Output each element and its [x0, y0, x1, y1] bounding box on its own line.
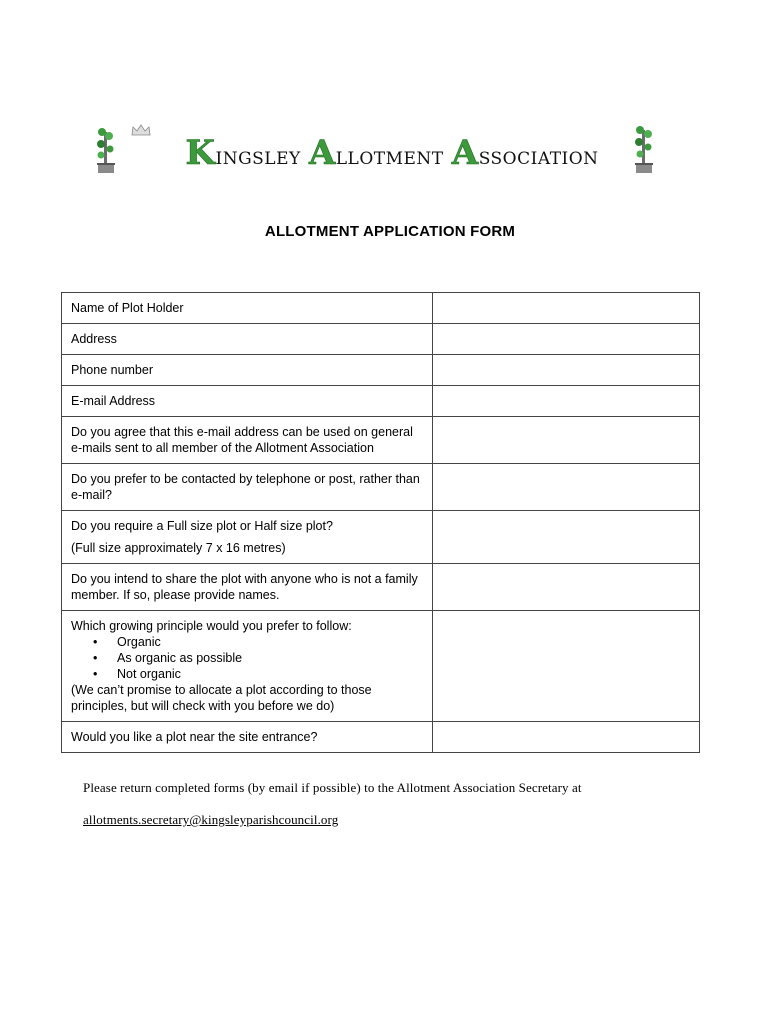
answer-field-near-entrance[interactable]: [433, 722, 700, 753]
organisation-name: [151, 133, 633, 174]
answer-field-address[interactable]: [433, 324, 700, 355]
question-note: (We can’t promise to allocate a plot according to those principles, but will check with you before we do): [71, 683, 372, 713]
table-row: [62, 464, 700, 511]
question-cell: [62, 417, 433, 464]
question-text: Do you agree that this e-mail address can be used on general e-mails sent to all member of the Allotment Association: [71, 425, 413, 455]
answer-field-contact-preference[interactable]: [433, 464, 700, 511]
question-text: Do you require a Full size plot or Half size plot?: [71, 519, 333, 533]
table-row: [62, 722, 700, 753]
org-name-word-3: Association: [451, 133, 599, 173]
table-row: [62, 511, 700, 564]
letterhead: [95, 118, 655, 174]
letterhead-left-decoration: [95, 122, 151, 174]
question-cell: [62, 722, 433, 753]
form-title: ALLOTMENT APPLICATION FORM: [264, 223, 516, 240]
answer-field-email[interactable]: [433, 386, 700, 417]
secretary-email-link[interactable]: allotments.secretary@kingsleyparishcouncil.org: [83, 812, 339, 827]
return-instructions: Please return completed forms (by email if possible) to the Allotment Association Secretary at: [83, 780, 582, 795]
list-item: • As organic as possible: [117, 650, 424, 666]
table-row: [62, 324, 700, 355]
plant-pot-icon: [95, 124, 117, 174]
answer-field-phone[interactable]: [433, 355, 700, 386]
org-name-word-1: Kingsley: [185, 133, 301, 173]
question-cell: [62, 293, 433, 324]
question-cell: [62, 355, 433, 386]
question-note: (Full size approximately 7 x 16 metres): [71, 541, 286, 555]
question-text: E-mail Address: [71, 394, 156, 408]
org-name-word-2: Allotment: [308, 133, 444, 173]
answer-field-share-plot[interactable]: [433, 564, 700, 611]
table-row: [62, 293, 700, 324]
question-text: Would you like a plot near the site entrance?: [71, 730, 318, 744]
answer-field-plot-size[interactable]: [433, 511, 700, 564]
answer-field-growing-principle[interactable]: [433, 611, 700, 722]
question-cell: [62, 511, 433, 564]
application-form-table: [61, 292, 700, 753]
question-cell: [62, 324, 433, 355]
question-cell: [62, 386, 433, 417]
question-text: Do you intend to share the plot with anyone who is not a family member. If so, please provide names.: [71, 572, 418, 602]
list-item: • Not organic: [117, 666, 424, 682]
question-cell: [62, 564, 433, 611]
table-row: [62, 564, 700, 611]
answer-field-plot-holder-name[interactable]: [433, 293, 700, 324]
question-cell: [62, 611, 433, 722]
table-row: [62, 417, 700, 464]
footer: [83, 780, 723, 828]
question-text: Which growing principle would you prefer to follow:: [71, 619, 352, 633]
question-text: Phone number: [71, 363, 154, 377]
plant-pot-icon: [633, 124, 655, 174]
question-cell: [62, 464, 433, 511]
list-item: • Organic: [117, 634, 424, 650]
table-row: [62, 355, 700, 386]
question-text: Name of Plot Holder: [71, 301, 184, 315]
table-row: [62, 386, 700, 417]
crown-icon: [131, 124, 151, 136]
question-text: Address: [71, 332, 117, 346]
growing-principle-options: [71, 634, 424, 682]
answer-field-email-consent[interactable]: [433, 417, 700, 464]
question-text: Do you prefer to be contacted by telephone or post, rather than e-mail?: [71, 472, 420, 502]
table-row: [62, 611, 700, 722]
